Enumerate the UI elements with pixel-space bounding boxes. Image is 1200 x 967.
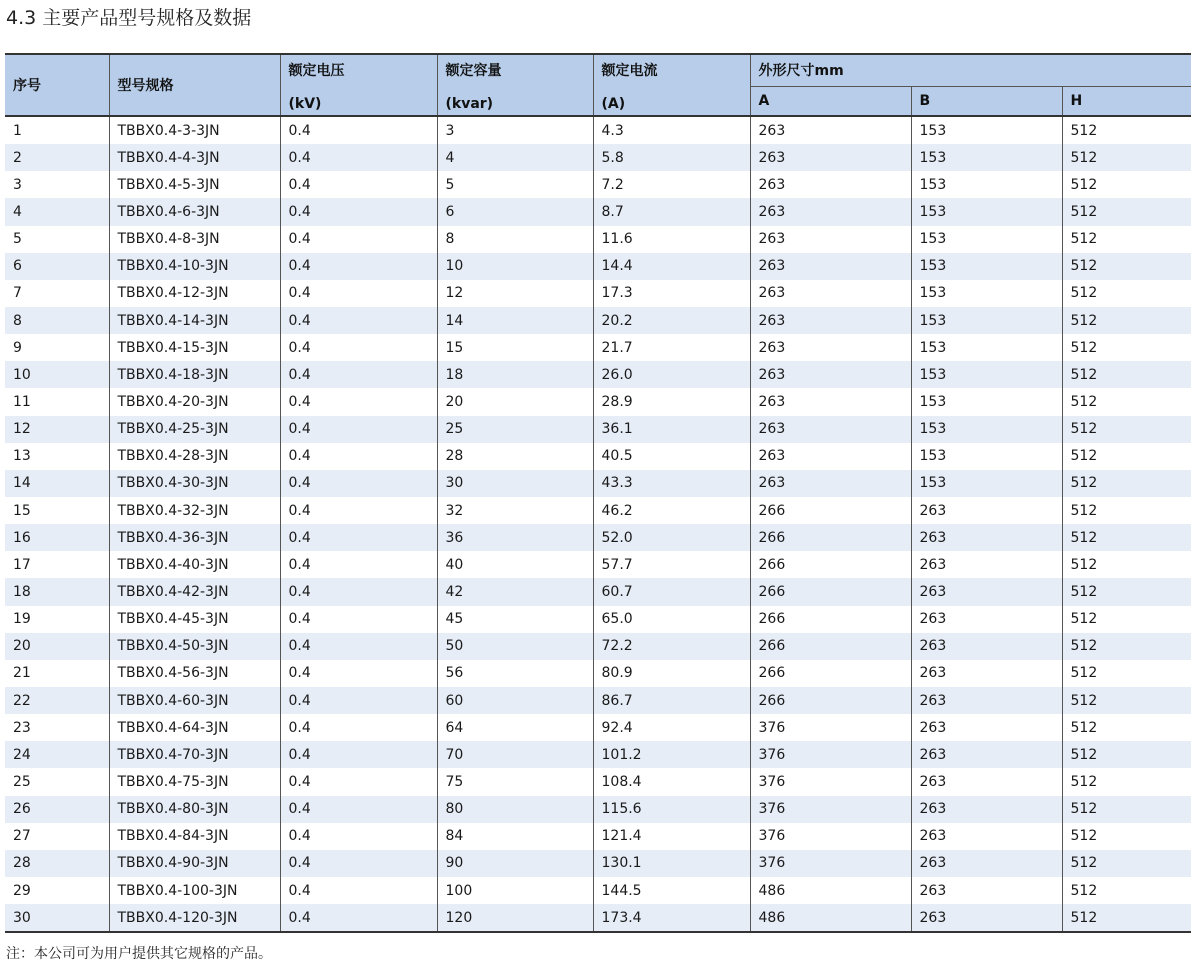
header-model: 型号规格 (109, 54, 280, 116)
table-row (5, 606, 1191, 633)
cell-seq: 28 (5, 850, 109, 877)
table-row (5, 741, 1191, 768)
cell-dim-h: 512 (1062, 388, 1191, 415)
cell-dim-a: 266 (750, 660, 911, 687)
cell-dim-a: 263 (750, 443, 911, 470)
cell-voltage: 0.4 (280, 633, 437, 660)
cell-capacity: 5 (437, 171, 593, 198)
cell-dim-h: 512 (1062, 198, 1191, 225)
cell-current: 46.2 (593, 497, 750, 524)
cell-dim-h: 512 (1062, 768, 1191, 795)
cell-model: TBBX0.4-30-3JN (109, 470, 280, 497)
cell-dim-h: 512 (1062, 551, 1191, 578)
table-row (5, 578, 1191, 605)
cell-model: TBBX0.4-14-3JN (109, 307, 280, 334)
cell-model: TBBX0.4-4-3JN (109, 144, 280, 171)
cell-current: 60.7 (593, 578, 750, 605)
cell-dim-a: 376 (750, 823, 911, 850)
cell-dim-h: 512 (1062, 633, 1191, 660)
cell-dim-a: 376 (750, 850, 911, 877)
cell-dim-a: 266 (750, 497, 911, 524)
cell-voltage: 0.4 (280, 416, 437, 443)
cell-current: 52.0 (593, 524, 750, 551)
header-row-1 (5, 54, 1191, 86)
cell-seq: 18 (5, 578, 109, 605)
cell-seq: 4 (5, 198, 109, 225)
cell-voltage: 0.4 (280, 361, 437, 388)
cell-current: 43.3 (593, 470, 750, 497)
cell-model: TBBX0.4-15-3JN (109, 334, 280, 361)
cell-voltage: 0.4 (280, 116, 437, 144)
cell-dim-b: 153 (911, 253, 1062, 280)
cell-model: TBBX0.4-12-3JN (109, 280, 280, 307)
cell-capacity: 14 (437, 307, 593, 334)
cell-voltage: 0.4 (280, 388, 437, 415)
cell-seq: 5 (5, 226, 109, 253)
cell-current: 72.2 (593, 633, 750, 660)
table-row (5, 551, 1191, 578)
cell-seq: 26 (5, 796, 109, 823)
cell-dim-b: 263 (911, 606, 1062, 633)
table-row (5, 198, 1191, 225)
cell-seq: 10 (5, 361, 109, 388)
cell-model: TBBX0.4-56-3JN (109, 660, 280, 687)
cell-current: 28.9 (593, 388, 750, 415)
cell-dim-b: 153 (911, 144, 1062, 171)
cell-dim-a: 376 (750, 768, 911, 795)
cell-dim-a: 266 (750, 524, 911, 551)
table-row (5, 850, 1191, 877)
cell-model: TBBX0.4-60-3JN (109, 687, 280, 714)
table-row (5, 877, 1191, 904)
cell-dim-b: 263 (911, 497, 1062, 524)
cell-dim-h: 512 (1062, 578, 1191, 605)
cell-voltage: 0.4 (280, 768, 437, 795)
cell-current: 108.4 (593, 768, 750, 795)
cell-dim-b: 153 (911, 307, 1062, 334)
cell-dim-b: 263 (911, 551, 1062, 578)
cell-dim-a: 263 (750, 116, 911, 144)
cell-capacity: 6 (437, 198, 593, 225)
cell-dim-b: 153 (911, 280, 1062, 307)
table-row (5, 904, 1191, 932)
cell-dim-b: 153 (911, 443, 1062, 470)
cell-dim-b: 153 (911, 226, 1062, 253)
cell-seq: 2 (5, 144, 109, 171)
cell-dim-h: 512 (1062, 171, 1191, 198)
cell-voltage: 0.4 (280, 741, 437, 768)
cell-capacity: 60 (437, 687, 593, 714)
header-dimensions: 外形尺寸mm (750, 54, 1191, 86)
table-row (5, 823, 1191, 850)
cell-capacity: 80 (437, 796, 593, 823)
cell-current: 8.7 (593, 198, 750, 225)
cell-voltage: 0.4 (280, 497, 437, 524)
header-dim-h: H (1062, 86, 1191, 116)
cell-seq: 16 (5, 524, 109, 551)
cell-dim-h: 512 (1062, 226, 1191, 253)
cell-model: TBBX0.4-64-3JN (109, 714, 280, 741)
table-row (5, 280, 1191, 307)
cell-model: TBBX0.4-10-3JN (109, 253, 280, 280)
cell-model: TBBX0.4-6-3JN (109, 198, 280, 225)
cell-capacity: 75 (437, 768, 593, 795)
cell-capacity: 90 (437, 850, 593, 877)
cell-dim-h: 512 (1062, 660, 1191, 687)
cell-capacity: 70 (437, 741, 593, 768)
cell-voltage: 0.4 (280, 334, 437, 361)
cell-capacity: 56 (437, 660, 593, 687)
cell-capacity: 25 (437, 416, 593, 443)
cell-seq: 15 (5, 497, 109, 524)
cell-voltage: 0.4 (280, 714, 437, 741)
cell-voltage: 0.4 (280, 524, 437, 551)
cell-model: TBBX0.4-8-3JN (109, 226, 280, 253)
cell-dim-a: 263 (750, 334, 911, 361)
cell-voltage: 0.4 (280, 823, 437, 850)
cell-capacity: 50 (437, 633, 593, 660)
cell-dim-b: 263 (911, 850, 1062, 877)
cell-model: TBBX0.4-25-3JN (109, 416, 280, 443)
cell-dim-h: 512 (1062, 361, 1191, 388)
cell-capacity: 45 (437, 606, 593, 633)
cell-current: 65.0 (593, 606, 750, 633)
cell-capacity: 64 (437, 714, 593, 741)
cell-seq: 17 (5, 551, 109, 578)
cell-current: 5.8 (593, 144, 750, 171)
cell-seq: 12 (5, 416, 109, 443)
table-row (5, 687, 1191, 714)
cell-current: 7.2 (593, 171, 750, 198)
cell-dim-b: 153 (911, 198, 1062, 225)
cell-current: 14.4 (593, 253, 750, 280)
cell-current: 40.5 (593, 443, 750, 470)
cell-dim-h: 512 (1062, 144, 1191, 171)
cell-model: TBBX0.4-84-3JN (109, 823, 280, 850)
cell-current: 57.7 (593, 551, 750, 578)
table-row (5, 524, 1191, 551)
cell-dim-h: 512 (1062, 307, 1191, 334)
cell-capacity: 120 (437, 904, 593, 932)
table-row (5, 660, 1191, 687)
cell-seq: 19 (5, 606, 109, 633)
cell-seq: 29 (5, 877, 109, 904)
cell-dim-h: 512 (1062, 497, 1191, 524)
header-seq: 序号 (5, 54, 109, 116)
cell-seq: 9 (5, 334, 109, 361)
cell-voltage: 0.4 (280, 307, 437, 334)
cell-dim-b: 263 (911, 741, 1062, 768)
table-row (5, 334, 1191, 361)
cell-dim-a: 263 (750, 280, 911, 307)
cell-current: 86.7 (593, 687, 750, 714)
cell-dim-b: 153 (911, 334, 1062, 361)
cell-dim-h: 512 (1062, 470, 1191, 497)
cell-current: 173.4 (593, 904, 750, 932)
header-dim-b: B (911, 86, 1062, 116)
cell-model: TBBX0.4-75-3JN (109, 768, 280, 795)
cell-dim-b: 153 (911, 116, 1062, 144)
cell-seq: 23 (5, 714, 109, 741)
cell-model: TBBX0.4-36-3JN (109, 524, 280, 551)
cell-dim-a: 266 (750, 551, 911, 578)
cell-dim-h: 512 (1062, 687, 1191, 714)
cell-current: 80.9 (593, 660, 750, 687)
table-row (5, 714, 1191, 741)
table-row (5, 361, 1191, 388)
cell-current: 4.3 (593, 116, 750, 144)
cell-dim-a: 266 (750, 633, 911, 660)
cell-dim-h: 512 (1062, 904, 1191, 932)
cell-capacity: 15 (437, 334, 593, 361)
cell-dim-b: 263 (911, 768, 1062, 795)
header-capacity-unit: (kvar) (437, 86, 593, 116)
cell-capacity: 28 (437, 443, 593, 470)
cell-seq: 13 (5, 443, 109, 470)
cell-seq: 3 (5, 171, 109, 198)
cell-dim-b: 153 (911, 388, 1062, 415)
cell-voltage: 0.4 (280, 687, 437, 714)
spec-table-container (5, 53, 1191, 933)
table-row (5, 144, 1191, 171)
cell-dim-a: 263 (750, 361, 911, 388)
cell-voltage: 0.4 (280, 877, 437, 904)
cell-model: TBBX0.4-80-3JN (109, 796, 280, 823)
cell-dim-h: 512 (1062, 714, 1191, 741)
header-voltage: 额定电压 (280, 54, 437, 86)
cell-capacity: 12 (437, 280, 593, 307)
cell-seq: 25 (5, 768, 109, 795)
cell-current: 20.2 (593, 307, 750, 334)
cell-voltage: 0.4 (280, 144, 437, 171)
cell-seq: 14 (5, 470, 109, 497)
cell-voltage: 0.4 (280, 904, 437, 932)
cell-seq: 11 (5, 388, 109, 415)
cell-capacity: 3 (437, 116, 593, 144)
cell-dim-a: 263 (750, 470, 911, 497)
cell-dim-b: 263 (911, 660, 1062, 687)
cell-voltage: 0.4 (280, 198, 437, 225)
spec-table (5, 53, 1191, 933)
cell-model: TBBX0.4-90-3JN (109, 850, 280, 877)
cell-dim-a: 263 (750, 171, 911, 198)
cell-capacity: 40 (437, 551, 593, 578)
table-row (5, 388, 1191, 415)
cell-dim-a: 266 (750, 606, 911, 633)
cell-dim-b: 263 (911, 904, 1062, 932)
cell-current: 144.5 (593, 877, 750, 904)
cell-model: TBBX0.4-100-3JN (109, 877, 280, 904)
header-current-unit: (A) (593, 86, 750, 116)
cell-dim-a: 486 (750, 877, 911, 904)
cell-current: 17.3 (593, 280, 750, 307)
table-row (5, 497, 1191, 524)
cell-dim-h: 512 (1062, 334, 1191, 361)
footnote: 注：本公司可为用户提供其它规格的产品。 (6, 946, 272, 962)
cell-dim-b: 263 (911, 687, 1062, 714)
cell-voltage: 0.4 (280, 551, 437, 578)
cell-voltage: 0.4 (280, 280, 437, 307)
cell-seq: 8 (5, 307, 109, 334)
cell-voltage: 0.4 (280, 253, 437, 280)
cell-capacity: 10 (437, 253, 593, 280)
cell-capacity: 20 (437, 388, 593, 415)
cell-current: 101.2 (593, 741, 750, 768)
cell-capacity: 4 (437, 144, 593, 171)
cell-dim-a: 263 (750, 198, 911, 225)
header-voltage-unit: (kV) (280, 86, 437, 116)
cell-model: TBBX0.4-50-3JN (109, 633, 280, 660)
table-row (5, 226, 1191, 253)
cell-model: TBBX0.4-3-3JN (109, 116, 280, 144)
cell-seq: 22 (5, 687, 109, 714)
cell-current: 36.1 (593, 416, 750, 443)
table-row (5, 253, 1191, 280)
cell-dim-h: 512 (1062, 741, 1191, 768)
cell-dim-b: 153 (911, 171, 1062, 198)
table-row (5, 307, 1191, 334)
cell-dim-a: 266 (750, 687, 911, 714)
table-row (5, 116, 1191, 144)
cell-capacity: 30 (437, 470, 593, 497)
cell-current: 130.1 (593, 850, 750, 877)
cell-model: TBBX0.4-32-3JN (109, 497, 280, 524)
cell-current: 115.6 (593, 796, 750, 823)
cell-model: TBBX0.4-18-3JN (109, 361, 280, 388)
cell-voltage: 0.4 (280, 850, 437, 877)
cell-dim-h: 512 (1062, 116, 1191, 144)
cell-model: TBBX0.4-70-3JN (109, 741, 280, 768)
cell-capacity: 100 (437, 877, 593, 904)
cell-capacity: 42 (437, 578, 593, 605)
cell-dim-a: 263 (750, 253, 911, 280)
cell-model: TBBX0.4-45-3JN (109, 606, 280, 633)
cell-model: TBBX0.4-5-3JN (109, 171, 280, 198)
cell-capacity: 8 (437, 226, 593, 253)
cell-current: 26.0 (593, 361, 750, 388)
cell-dim-a: 263 (750, 307, 911, 334)
cell-voltage: 0.4 (280, 578, 437, 605)
section-title: 4.3 主要产品型号规格及数据 (6, 7, 252, 29)
cell-dim-a: 376 (750, 796, 911, 823)
cell-dim-b: 263 (911, 823, 1062, 850)
cell-capacity: 36 (437, 524, 593, 551)
cell-voltage: 0.4 (280, 226, 437, 253)
cell-current: 11.6 (593, 226, 750, 253)
cell-dim-h: 512 (1062, 524, 1191, 551)
cell-dim-b: 263 (911, 714, 1062, 741)
cell-dim-a: 263 (750, 144, 911, 171)
cell-dim-b: 153 (911, 361, 1062, 388)
table-row (5, 171, 1191, 198)
cell-dim-h: 512 (1062, 443, 1191, 470)
cell-seq: 30 (5, 904, 109, 932)
cell-model: TBBX0.4-42-3JN (109, 578, 280, 605)
cell-voltage: 0.4 (280, 443, 437, 470)
table-row (5, 633, 1191, 660)
cell-dim-b: 263 (911, 877, 1062, 904)
table-body (5, 116, 1191, 932)
cell-model: TBBX0.4-20-3JN (109, 388, 280, 415)
cell-dim-h: 512 (1062, 606, 1191, 633)
table-row (5, 470, 1191, 497)
table-row (5, 443, 1191, 470)
table-row (5, 416, 1191, 443)
cell-voltage: 0.4 (280, 796, 437, 823)
cell-dim-h: 512 (1062, 280, 1191, 307)
cell-current: 121.4 (593, 823, 750, 850)
cell-dim-a: 263 (750, 388, 911, 415)
cell-capacity: 32 (437, 497, 593, 524)
cell-seq: 21 (5, 660, 109, 687)
cell-dim-h: 512 (1062, 823, 1191, 850)
cell-seq: 24 (5, 741, 109, 768)
header-capacity: 额定容量 (437, 54, 593, 86)
cell-seq: 1 (5, 116, 109, 144)
cell-voltage: 0.4 (280, 171, 437, 198)
cell-dim-a: 263 (750, 226, 911, 253)
cell-capacity: 84 (437, 823, 593, 850)
cell-model: TBBX0.4-28-3JN (109, 443, 280, 470)
cell-current: 21.7 (593, 334, 750, 361)
cell-seq: 27 (5, 823, 109, 850)
cell-dim-b: 153 (911, 470, 1062, 497)
cell-voltage: 0.4 (280, 660, 437, 687)
cell-capacity: 18 (437, 361, 593, 388)
cell-dim-h: 512 (1062, 253, 1191, 280)
cell-dim-b: 263 (911, 524, 1062, 551)
cell-voltage: 0.4 (280, 470, 437, 497)
cell-current: 92.4 (593, 714, 750, 741)
cell-seq: 7 (5, 280, 109, 307)
cell-dim-a: 376 (750, 714, 911, 741)
table-row (5, 768, 1191, 795)
table-row (5, 796, 1191, 823)
cell-voltage: 0.4 (280, 606, 437, 633)
cell-dim-h: 512 (1062, 416, 1191, 443)
cell-dim-a: 263 (750, 416, 911, 443)
cell-dim-h: 512 (1062, 850, 1191, 877)
header-dim-a: A (750, 86, 911, 116)
cell-seq: 6 (5, 253, 109, 280)
cell-dim-b: 263 (911, 796, 1062, 823)
cell-model: TBBX0.4-120-3JN (109, 904, 280, 932)
cell-dim-b: 153 (911, 416, 1062, 443)
cell-dim-b: 263 (911, 578, 1062, 605)
cell-seq: 20 (5, 633, 109, 660)
header-current: 额定电流 (593, 54, 750, 86)
cell-dim-a: 266 (750, 578, 911, 605)
cell-dim-h: 512 (1062, 877, 1191, 904)
cell-dim-b: 263 (911, 633, 1062, 660)
cell-model: TBBX0.4-40-3JN (109, 551, 280, 578)
cell-dim-h: 512 (1062, 796, 1191, 823)
cell-dim-a: 376 (750, 741, 911, 768)
cell-dim-a: 486 (750, 904, 911, 932)
table-header (5, 54, 1191, 116)
